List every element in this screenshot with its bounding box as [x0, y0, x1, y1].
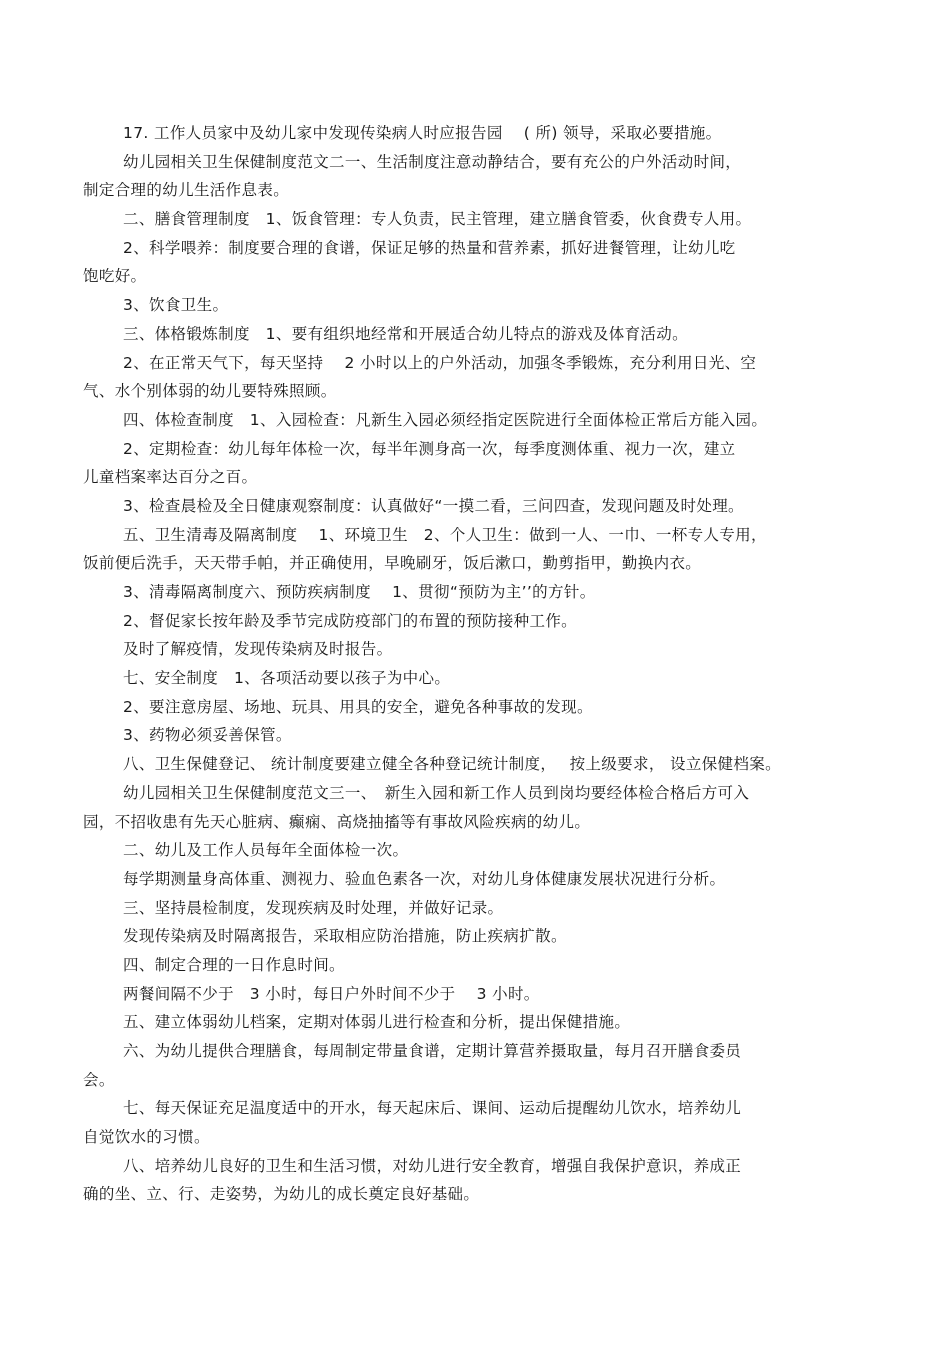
text-line: 八、卫生保健登记、 统计制度要建立健全各种登记统计制度， 按上级要求， 设立保健档案。 [123, 755, 781, 774]
text-line: 二、幼儿及工作人员每年全面体检一次。 [123, 841, 409, 860]
text-line: 六、为幼儿提供合理膳食，每周制定带量食谱，定期计算营养摄取量，每月召开膳食委员 [123, 1042, 742, 1060]
text-line: 2、科学喂养：制度要合理的食谱，保证足够的热量和营养素，抓好进餐管理，让幼儿吃 [123, 238, 736, 257]
text-line: 会。 [83, 1070, 115, 1089]
text-line: 3、饮食卫生。 [123, 296, 229, 315]
text-line: 2、在正常天气下，每天坚持 2 小时以上的户外活动，加强冬季锻炼，充分利用日光、空 [123, 353, 757, 372]
text-line: 及时了解疫情，发现传染病及时报告。 [123, 640, 393, 659]
text-line: 五、卫生清毒及隔离制度 1、环境卫生 2、个人卫生：做到一人、一巾、一杯专人专用， [123, 525, 767, 544]
text-line: 幼儿园相关卫生保健制度范文三一、 新生入园和新工作人员到岗均要经体检合格后方可入 [123, 783, 750, 802]
text-line: 四、制定合理的一日作息时间。 [123, 955, 345, 974]
text-line: 五、建立体弱幼儿档案，定期对体弱儿进行检查和分析，提出保健措施。 [123, 1013, 631, 1032]
text-line: 饭前便后洗手，天天带手帕，并正确使用，早晚刷牙，饭后漱口，勤剪指甲，勤换内衣。 [83, 554, 702, 573]
text-line: 2、督促家长按年龄及季节完成防疫部门的布置的预防接种工作。 [123, 611, 578, 630]
text-line: 儿童档案率达百分之百。 [83, 468, 258, 487]
text-line: 气、水个别体弱的幼儿要特殊照顾。 [83, 382, 337, 401]
text-line: 三、坚持晨检制度，发现疾病及时处理，并做好记录。 [123, 898, 504, 917]
text-line: 2、要注意房屋、场地、玩具、用具的安全，避免各种事故的发现。 [123, 697, 593, 716]
text-line: 确的坐、立、行、走姿势，为幼儿的成长奠定良好基础。 [83, 1185, 480, 1204]
text-line: 2、定期检查：幼儿每年体检一次，每半年测身高一次，每季度测体重、视力一次，建立 [123, 439, 736, 458]
text-line: 两餐间隔不少于 3 小时，每日户外时间不少于 3 小时。 [123, 984, 540, 1003]
text-line: 制定合理的幼儿生活作息表。 [83, 181, 290, 200]
text-line: 17. 工作人员家中及幼儿家中发现传染病人时应报告园 ( 所) 领导，采取必要措施。 [123, 124, 722, 142]
document-body [83, 119, 873, 1209]
text-line: 二、膳食管理制度 1、饭食管理：专人负责，民主管理，建立膳食管委，伙食费专人用。 [123, 210, 752, 229]
text-line: 园，不招收患有先天心脏病、癫痫、高烧抽搐等有事故风险疾病的幼儿。 [83, 812, 591, 831]
text-line: 七、安全制度 1、各项活动要以孩子为中心。 [123, 669, 451, 688]
text-line: 3、检查晨检及全日健康观察制度：认真做好“一摸二看，三问四查，发现问题及时处理。 [123, 496, 744, 515]
text-line: 3、药物必须妥善保管。 [123, 726, 292, 745]
text-line: 八、培养幼儿良好的卫生和生活习惯，对幼儿进行安全教育，增强自我保护意识，养成正 [123, 1156, 742, 1175]
text-line: 每学期测量身高体重、测视力、验血色素各一次，对幼儿身体健康发展状况进行分析。 [123, 869, 726, 888]
text-line: 发现传染病及时隔离报告，采取相应防治措施，防止疾病扩散。 [123, 927, 567, 946]
text-line: 3、清毒隔离制度六、预防疾病制度 1、贯彻“预防为主’’的方针。 [123, 583, 596, 601]
text-line: 自觉饮水的习惯。 [83, 1128, 210, 1147]
text-line: 幼儿园相关卫生保健制度范文二一、生活制度注意动静结合，要有充公的户外活动时间， [123, 152, 742, 171]
text-line: 四、体检查制度 1、入园检查：凡新生入园必须经指定医院进行全面体检正常后方能入园。 [123, 410, 768, 429]
text-line: 七、每天保证充足温度适中的开水，每天起床后、课间、运动后提醒幼儿饮水，培养幼儿 [123, 1099, 742, 1118]
text-line: 三、体格锻炼制度 1、要有组织地经常和开展适合幼儿特点的游戏及体育活动。 [123, 324, 688, 343]
text-line: 饱吃好。 [83, 267, 147, 286]
